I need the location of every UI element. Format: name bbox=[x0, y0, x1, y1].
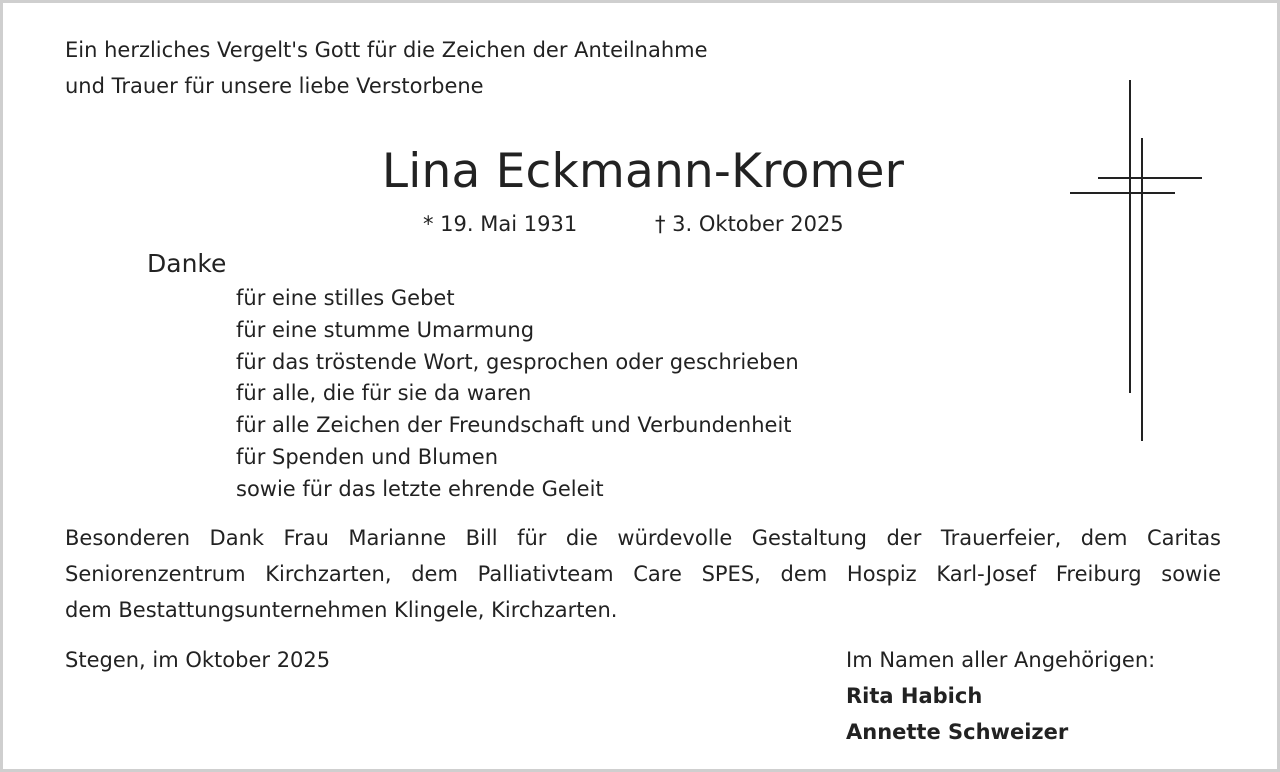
thanks-item: für Spenden und Blumen bbox=[236, 444, 498, 469]
thanks-list bbox=[236, 283, 799, 506]
death-date: † 3. Oktober 2025 bbox=[655, 212, 844, 236]
intro-line-2: und Trauer für unsere liebe Verstorbene bbox=[65, 74, 484, 98]
birth-date: * 19. Mai 1931 bbox=[423, 212, 578, 236]
thanks-item: sowie für das letzte ehrende Geleit bbox=[236, 476, 604, 501]
cross-icon bbox=[1063, 75, 1213, 445]
deceased-name: Lina Eckmann-Kromer bbox=[381, 144, 905, 199]
thanks-item: für alle, die für sie da waren bbox=[236, 381, 532, 406]
thanks-heading: Danke bbox=[147, 249, 227, 278]
thanks-item: für alle Zeichen der Freundschaft und Verbundenheit bbox=[236, 413, 792, 438]
special-thanks-paragraph bbox=[65, 520, 1221, 628]
signer-name: Annette Schweizer bbox=[846, 720, 1069, 744]
special-thanks-line: Seniorenzentrum Kirchzarten, dem Palliativteam Care SPES, dem Hospiz Karl-Josef Freiburg sowie bbox=[65, 562, 1221, 586]
signer-name: Rita Habich bbox=[846, 684, 983, 708]
special-thanks-line: Besonderen Dank Frau Marianne Bill für die würdevolle Gestaltung der Trauerfeier, dem Caritas bbox=[65, 526, 1221, 550]
intro-line-1: Ein herzliches Vergelt's Gott für die Zeichen der Anteilnahme bbox=[65, 38, 708, 62]
thanks-item: für das tröstende Wort, gesprochen oder geschrieben bbox=[236, 349, 799, 374]
place-date: Stegen, im Oktober 2025 bbox=[65, 648, 331, 672]
signature-block bbox=[846, 642, 1155, 750]
on-behalf-label: Im Namen aller Angehörigen: bbox=[846, 648, 1156, 672]
thanks-item: für eine stilles Gebet bbox=[236, 286, 455, 310]
special-thanks-line: dem Bestattungsunternehmen Klingele, Kirchzarten. bbox=[65, 598, 618, 622]
thanks-item: für eine stumme Umarmung bbox=[236, 317, 535, 342]
